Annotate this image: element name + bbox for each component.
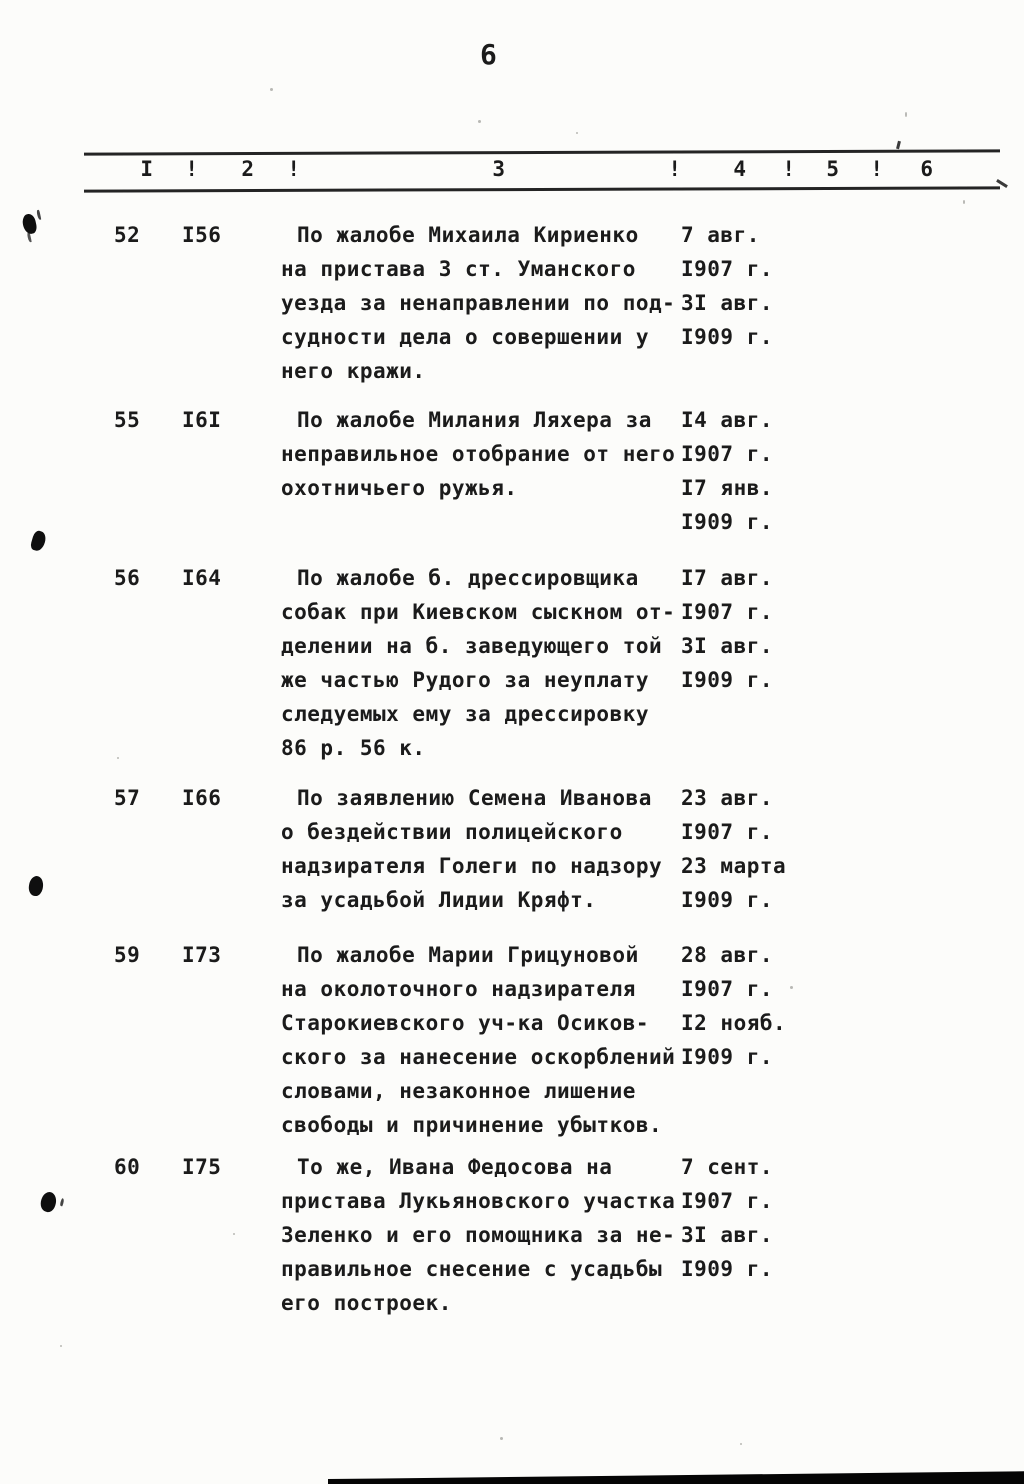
case-dates xyxy=(681,561,821,697)
entry-number: 57 xyxy=(114,786,141,810)
entry-number: 56 xyxy=(114,566,141,590)
scan-speck xyxy=(963,200,965,204)
scan-speck xyxy=(233,1233,235,1235)
case-dates xyxy=(681,403,821,539)
date-line: I909 г. xyxy=(681,1045,774,1069)
date-line: 7 авг. xyxy=(681,223,760,247)
scan-speck xyxy=(117,757,119,759)
date-line: I907 г. xyxy=(681,257,774,281)
date-line: I909 г. xyxy=(681,888,774,912)
description-line: По жалобе б. дрессировщика xyxy=(297,566,639,590)
scan-speck xyxy=(270,88,273,91)
margin-ink-blot xyxy=(29,530,47,553)
date-line: I907 г. xyxy=(681,1189,774,1213)
margin-ink-blot xyxy=(38,1190,58,1214)
case-dates xyxy=(681,1150,821,1286)
date-line: I7 авг. xyxy=(681,566,774,590)
description-line: на пристава 3 ст. Уманского xyxy=(281,257,636,281)
scan-speck xyxy=(905,112,907,117)
file-number: I64 xyxy=(182,566,222,590)
date-line: 7 сент. xyxy=(681,1155,774,1179)
entry-number: 55 xyxy=(114,408,141,432)
header-cell: ! xyxy=(185,157,199,181)
description-line: судности дела о совершении у xyxy=(281,325,650,349)
description-line: него кражи. xyxy=(281,359,426,383)
date-line: 3I авг. xyxy=(681,291,774,315)
date-line: I909 г. xyxy=(681,1257,774,1281)
header-cell: I xyxy=(140,157,154,181)
date-line: I7 янв. xyxy=(681,476,774,500)
description-line: То же, Ивана Федосова на xyxy=(297,1155,613,1179)
date-line: 3I авг. xyxy=(681,1223,774,1247)
header-cell: 2 xyxy=(241,157,255,181)
entry-number: 60 xyxy=(114,1155,141,1179)
file-number: I6I xyxy=(182,408,222,432)
margin-ink-blot xyxy=(28,875,45,897)
date-line: 23 авг. xyxy=(681,786,774,810)
case-description xyxy=(281,218,693,388)
date-line: I907 г. xyxy=(681,600,774,624)
header-cell: 3 xyxy=(492,157,506,181)
description-line: 86 р. 56 к. xyxy=(281,736,426,760)
description-line: собак при Киевском сыскном от- xyxy=(281,600,676,624)
case-description xyxy=(281,561,693,765)
description-line: свободы и причинение убытков. xyxy=(281,1113,663,1137)
file-number: I56 xyxy=(182,223,222,247)
header-cell: 6 xyxy=(920,157,934,181)
table-header-rule-bottom xyxy=(84,186,1000,192)
description-line: за усадьбой Лидии Кряфт. xyxy=(281,888,597,912)
case-description xyxy=(281,1150,693,1320)
entry-number: 52 xyxy=(114,223,141,247)
description-line: делении на б. заведующего той xyxy=(281,634,663,658)
header-cell: ! xyxy=(782,157,796,181)
description-line: ского за нанесение оскорблений xyxy=(281,1045,676,1069)
case-description xyxy=(281,938,693,1142)
entry-number: 59 xyxy=(114,943,141,967)
date-line: I2 нояб. xyxy=(681,1011,787,1035)
date-line: I907 г. xyxy=(681,977,774,1001)
case-dates xyxy=(681,781,821,917)
scan-edge-shadow xyxy=(328,1471,1024,1484)
header-cell: 4 xyxy=(733,157,747,181)
date-line: 23 марта xyxy=(681,854,787,878)
description-line: По жалобе Михаила Кириенко xyxy=(297,223,639,247)
date-line: I909 г. xyxy=(681,668,774,692)
header-cell: ! xyxy=(668,157,682,181)
table-header-rule-top xyxy=(84,149,1000,155)
case-description xyxy=(281,403,693,505)
description-line: По заявлению Семена Иванова xyxy=(297,786,652,810)
description-line: на околоточного надзирателя xyxy=(281,977,636,1001)
date-line: I4 авг. xyxy=(681,408,774,432)
date-line: 3I авг. xyxy=(681,634,774,658)
ink-speck xyxy=(896,141,901,149)
file-number: I66 xyxy=(182,786,222,810)
description-line: По жалобе Милания Ляхера за xyxy=(297,408,652,432)
description-line: надзирателя Голеги по надзору xyxy=(281,854,663,878)
description-line: Зеленко и его помощника за не- xyxy=(281,1223,676,1247)
description-line: пристава Лукьяновского участка xyxy=(281,1189,676,1213)
margin-ink-blot xyxy=(21,213,38,235)
description-line: уезда за ненаправлении по под- xyxy=(281,291,676,315)
scan-speck xyxy=(478,120,481,123)
scan-speck xyxy=(576,132,578,134)
description-line: следуемых ему за дрессировку xyxy=(281,702,650,726)
date-line: I907 г. xyxy=(681,820,774,844)
description-line: охотничьего ружья. xyxy=(281,476,518,500)
header-cell: ! xyxy=(870,157,884,181)
description-line: Старокиевского уч-ка Осиков- xyxy=(281,1011,650,1035)
page-number: 6 xyxy=(480,38,498,71)
file-number: I75 xyxy=(182,1155,222,1179)
description-line: правильное снесение с усадьбы xyxy=(281,1257,663,1281)
scan-speck xyxy=(740,1443,742,1445)
case-dates xyxy=(681,938,821,1074)
description-line: его построек. xyxy=(281,1291,452,1315)
date-line: I909 г. xyxy=(681,325,774,349)
date-line: 28 авг. xyxy=(681,943,774,967)
date-line: I909 г. xyxy=(681,510,774,534)
case-dates xyxy=(681,218,821,354)
description-line: же частью Рудого за неуплату xyxy=(281,668,650,692)
header-cell: ! xyxy=(287,157,301,181)
description-line: о бездействии полицейского xyxy=(281,820,623,844)
description-line: По жалобе Марии Грицуновой xyxy=(297,943,639,967)
case-description xyxy=(281,781,693,917)
scan-speck xyxy=(790,986,793,989)
header-cell: 5 xyxy=(826,157,840,181)
file-number: I73 xyxy=(182,943,222,967)
description-line: словами, незаконное лишение xyxy=(281,1079,636,1103)
scan-speck xyxy=(500,1437,503,1440)
description-line: неправильное отобрание от него xyxy=(281,442,676,466)
date-line: I907 г. xyxy=(681,442,774,466)
scan-speck xyxy=(60,1345,62,1347)
